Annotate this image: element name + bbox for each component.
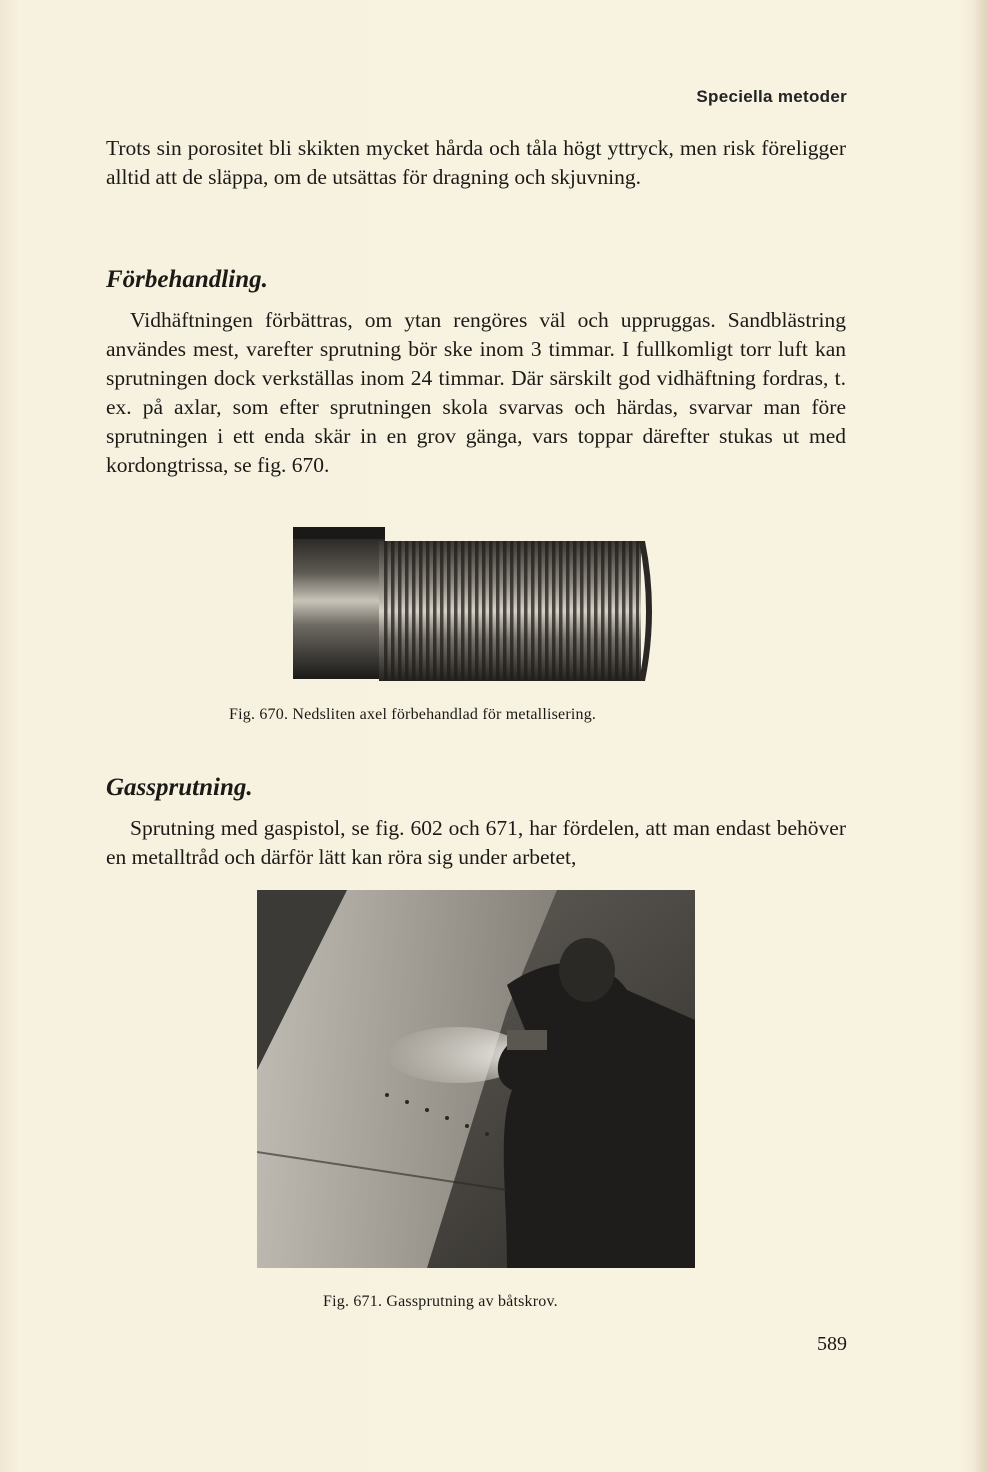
figure-670-shaft-photo <box>293 527 655 687</box>
heading-forbehandling: Förbehandling. <box>106 266 268 293</box>
spraying-illustration <box>257 890 695 1268</box>
page-number: 589 <box>817 1333 847 1355</box>
running-head: Speciella metoder <box>696 87 847 106</box>
shaft-illustration <box>293 527 655 687</box>
paragraph-gassprutning: Sprutning med gaspistol, se fig. 602 och 671, har fördelen, att man endast behöver en metalltråd och därför lätt kan röra sig under arbetet, <box>106 816 846 869</box>
heading-gassprutning: Gassprutning. <box>106 774 253 801</box>
caption-figure-671: Fig. 671. Gassprutning av båtskrov. <box>323 1293 558 1310</box>
paragraph-porosity: Trots sin porositet bli skikten mycket hårda och tåla högt yttryck, men risk föreligger alltid att de släppa, om de utsättas för dragning och skjuvning. <box>106 136 846 189</box>
figure-671-spraying-photo <box>257 890 695 1268</box>
caption-figure-670: Fig. 670. Nedsliten axel förbehandlad för metallisering. <box>229 706 597 723</box>
page-edge-shadow <box>973 0 987 1472</box>
paragraph-forbehandling: Vidhäftningen förbättras, om ytan rengöres väl och uppruggas. Sandblästring användes mest, varefter sprutning bör ske inom 3 timmar. I fullkomligt torr luft kan sprutningen dock verkställas inom 24 timmar. Där särskilt god vidhäftning fordras, t. ex. på axlar, som efter sprutningen skola svarvas och härdas, svarvar man före sprutningen i ett enda skär in en grov gänga, vars toppar därefter stukas ut med kordongtrissa, se fig. 670. <box>106 308 846 477</box>
